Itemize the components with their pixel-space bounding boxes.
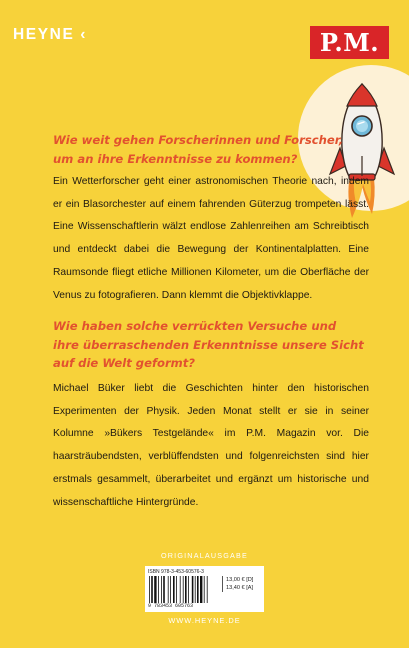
blurb-paragraph-1: Ein Wetterforscher geht einer astronomischen Theorie nach, indem er ein Blasorchester auf einem fahrenden Güterzug trompeten lässt. Eine Wissenschaftlerin wälzt endlose Zahlenreihen am Schreibtisch und entdeckt dabei die Bewegung der Kontinentalplatten. Eine Raumsonde fliegt etliche Millionen Kilometer, um die Oberfläche der Venus zu fotografieren. Dann klemmt die Objektivklappe. [53,176,369,301]
headline-question-2 [53,317,383,373]
edition-label: ORIGINALAUSGABE [160,551,249,560]
isbn-text: ISBN 978-3-453-60576-3 [148,569,204,575]
publisher-logo: HEYNE ‹ [13,26,88,43]
pm-magazine-logo: P.M. [310,26,389,59]
headline-line: Wie weit gehen Forscherinnen und Forscher, [53,133,344,147]
headline-line: ihre überraschenden Erkenntnisse unsere Sicht [53,337,364,352]
blurb-paragraph-2: Michael Büker liebt die Geschichten hinter den historischen Experimenten der Physik. Jeden Monat stellt er sie in seiner Kolumne »Bükers Testgelände« im P.M. Magazin vor. Die haarsträubendsten, verblüffendsten und folgenreichsten sind hier erstmals gesammelt, überarbeitet und ergänzt um historische und wissenschaftliche Hintergründe. [53,383,369,508]
headline-line: Wie haben solche verrückten Versuche und [53,319,337,333]
price-austria: 13,40 € [A] [226,585,254,591]
barcode-icon [148,576,218,603]
headline-question-1 [53,131,383,168]
headline-line: auf die Welt geformt? [53,356,196,370]
price-block [222,576,262,592]
price-germany: 13,00 € [D] [226,577,254,583]
barcode-panel [145,566,264,612]
headline-line: um an ihre Erkenntnisse zu kommen? [53,151,298,166]
barcode-digits: 9 783453 605763 [148,603,194,609]
publisher-website: WWW.HEYNE.DE [168,616,241,625]
